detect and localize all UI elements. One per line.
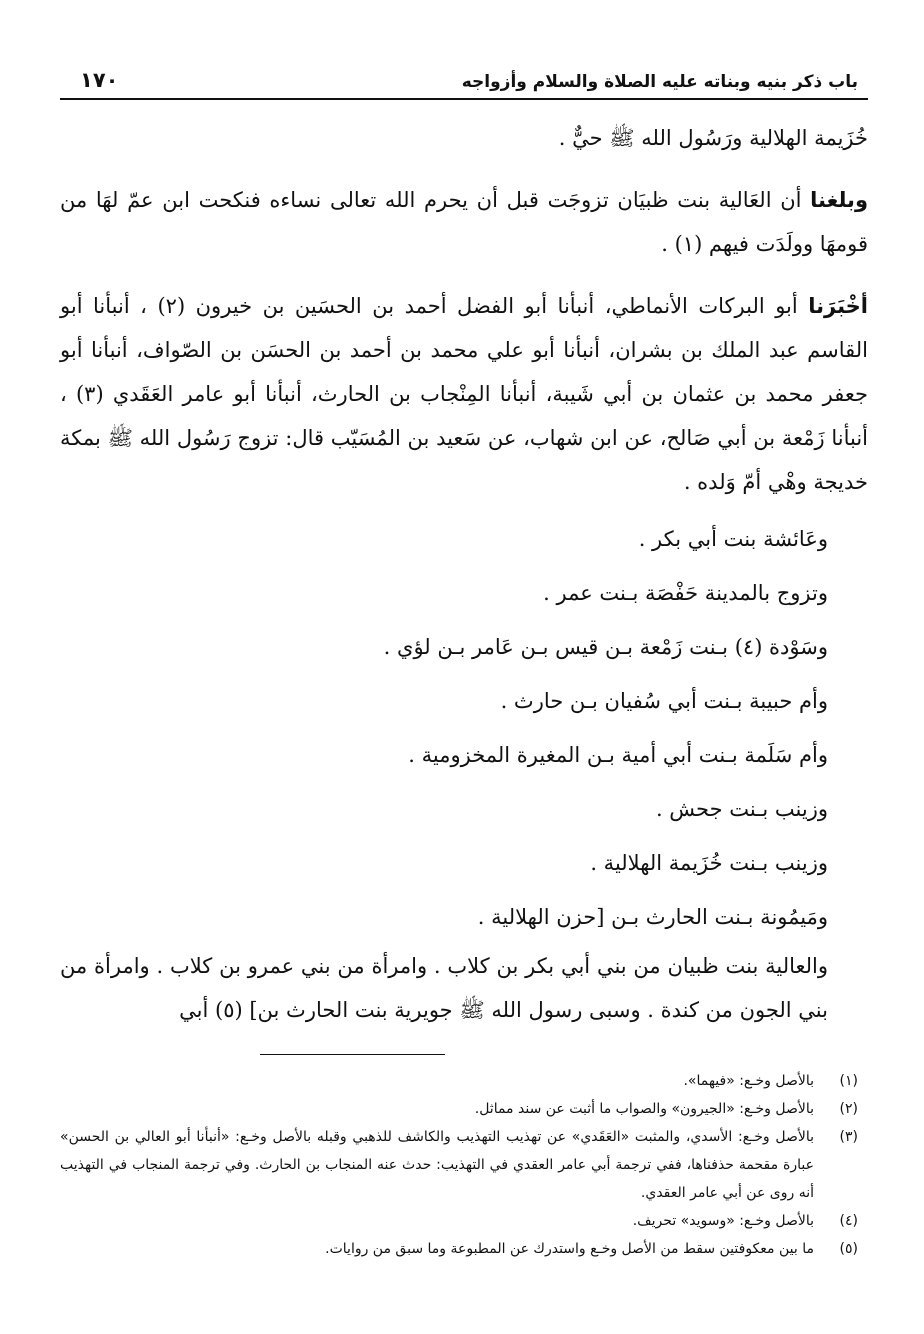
list-item: وعَائشة بنت أبي بكر .: [638, 527, 828, 551]
footnote-text: ما بين معكوفتين سقط من الأصل وخـع واستدرك عن المطبوعة وما سبق من روايات.: [325, 1241, 814, 1257]
footnote-text: بالأصل وخـع: «وسويد» تحريف.: [632, 1213, 814, 1229]
paragraph-3-lead: أخْبَرَنا: [808, 294, 868, 318]
list-item: وزينب بـنت خُزَيمة الهلالية .: [590, 851, 828, 875]
paragraph-2-text: أن العَالية بنت ظبيَان تزوجَت قبل أن يحرم الله تعالى نساءه فنكحت ابن عمّ لهَا من قومهَا وولَدَت فيهم (١) .: [60, 188, 868, 256]
list-item: وأم سَلَمة بـنت أبي أمية بـن المغيرة المخزومية .: [408, 743, 828, 767]
footnote-text: بالأصل وخـع: «فيهما».: [683, 1073, 814, 1089]
footnote: [60, 1207, 868, 1235]
paragraph-1: خُزَيمة الهلالية ورَسُول الله ﷺ حيٌّ .: [558, 126, 868, 150]
list-item: وأم حبيبة بـنت أبي سُفيان بـن حارث .: [500, 689, 828, 713]
list-item: وزينب بـنت جحش .: [655, 797, 828, 821]
list-item: ومَيمُونة بـنت الحارث بـن [حزن الهلالية .: [477, 905, 828, 929]
footnote-text: بالأصل وخـع: الأسدي، والمثبت «العَقَدي» عن تهذيب التهذيب والكاشف للذهبي وقبله بالأصل وخـع: «أنبأنا أبو العالي بن الحسن» عبارة مقحمة حذفناها، ففي ترجمة أبي عامر العقدي في التهذيب: حدث عنه المنجاب بن الحارث. وفي ترجمة المنجاب في التهذيب أنه روى عن أبي عامر العقدي.: [60, 1129, 814, 1201]
footnote-number: (١): [839, 1073, 858, 1089]
footnote-number: (٢): [839, 1101, 858, 1117]
main-text: [60, 116, 868, 1032]
wives-list: [60, 512, 868, 944]
footnote: [60, 1095, 868, 1123]
paragraph-2: [60, 178, 868, 266]
paragraph-3-text: أبو البركات الأنماطي، أنبأنا أبو الفضل أحمد بن الحسَين بن خيرون (٢) ، أنبأنا أبو القاسم عبد الملك بن بشران، أنبأنا أبو علي محمد بن أحمد بن الحسَن بن الصّواف، أنبأنا أبو جعفر محمد بن عثمان بن أبي شَيبة، أنبأنا المِنْجاب بن الحارث، أنبأنا أبو عامر العَقَدي (٣) ، أنبأنا زَمْعة بن أبي صَالح، عن ابن شهاب، عن سَعيد بن المُسَيّب قال: تزوج رَسُول الله ﷺ بمكة خديجة وهْي أمّ وَلده .: [60, 294, 868, 494]
footnotes: [60, 1067, 868, 1263]
footnote-separator: [260, 1054, 445, 1055]
paragraph-2-lead: وبلغنا: [810, 188, 868, 212]
footnote-number: (٤): [839, 1213, 858, 1229]
paragraph-last: والعالية بنت ظبيان من بني أبي بكر بن كلاب . وامرأة من بني عمرو بن كلاب . وامرأة من بني الجون من كندة . وسبى رسول الله ﷺ جويرية بنت الحارث بن] (٥) أبي: [60, 954, 828, 1022]
footnote-number: (٣): [839, 1129, 858, 1145]
page-number: ١٧٠: [80, 68, 119, 92]
page-header: [60, 58, 868, 100]
running-title: باب ذكر بنيه وبناته عليه الصلاة والسلام وأزواجه: [461, 72, 858, 92]
list-item: وتزوج بالمدينة حَفْصَة بـنت عمر .: [543, 581, 828, 605]
footnote-number: (٥): [839, 1241, 858, 1257]
list-item: وسَوْدة (٤) بـنت زَمْعة بـن قيس بـن عَامر بـن لؤي .: [383, 635, 828, 659]
footnote: [60, 1123, 868, 1207]
footnote-text: بالأصل وخـع: «الجيرون» والصواب ما أثبت عن سند مماثل.: [474, 1101, 814, 1117]
footnote: [60, 1067, 868, 1095]
footnote: [60, 1235, 868, 1263]
paragraph-3: [60, 284, 868, 504]
